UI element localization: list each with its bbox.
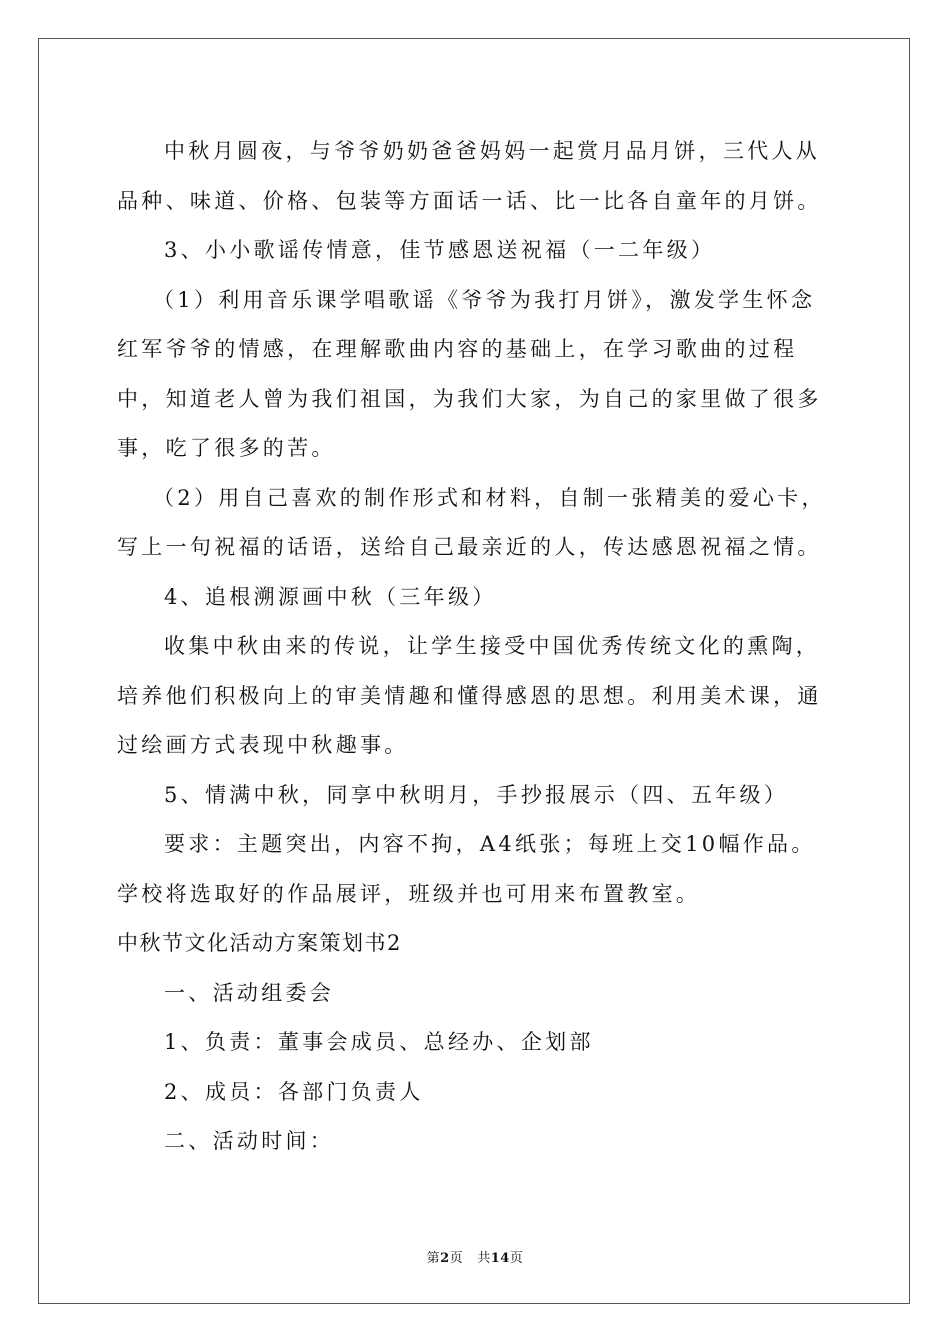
document-body: [117, 127, 837, 1167]
document-title-2: 中秋节文化活动方案策划书2: [117, 931, 402, 955]
committee-item-2: 2、成员：各部门负责人: [164, 1079, 424, 1104]
page-prefix: 第: [426, 1251, 441, 1266]
paragraph-4: 收集中秋由来的传说，让学生接受中国优秀传统文化的熏陶，培养他们积极向上的审美情趣和懂得感恩的思想。利用美术课，通过绘画方式表现中秋趣事。: [117, 634, 822, 757]
total-suffix: 页: [509, 1251, 524, 1266]
page-footer: [0, 1247, 950, 1266]
section-3-heading: 3、小小歌谣传情意，佳节感恩送祝福（一二年级）: [164, 238, 716, 262]
section-4-heading: 4、追根溯源画中秋（三年级）: [164, 584, 497, 609]
paragraph-3-2: （2）用自己喜欢的制作形式和材料，自制一张精美的爱心卡，写上一句祝福的话语，送给自己最亲近的人，传达感恩祝福之情。: [117, 485, 826, 559]
total-pages: 14: [490, 1251, 510, 1266]
paragraph-3-1: （1）利用音乐课学唱歌谣《爷爷为我打月饼》，激发学生怀念红军爷爷的情感，在理解歌曲内容的基础上，在学习歌曲的过程中，知道老人曾为我们祖国，为我们大家，为自己的家里做了很多事，吃了很多的苦。: [117, 287, 822, 460]
page-suffix: 页: [449, 1251, 464, 1266]
total-prefix: 共: [477, 1251, 491, 1266]
committee-item-1: 1、负责：董事会成员、总经办、企划部: [164, 1030, 594, 1054]
page-number: 2: [440, 1251, 450, 1266]
section-committee-heading: 一、活动组委会: [164, 980, 335, 1005]
section-5-heading: 5、情满中秋，同享中秋明月，手抄报展示（四、五年级）: [164, 782, 789, 807]
paragraph-5-requirements: 要求：主题突出，内容不拘，A4纸张；每班上交10幅作品。学校将选取好的作品展评，班级并也可用来布置教室。: [117, 832, 816, 906]
section-time-heading: 二、活动时间：: [164, 1129, 335, 1153]
paragraph-mooncake-family: 中秋月圆夜，与爷爷奶奶爸爸妈妈一起赏月品月饼，三代人从品种、味道、价格、包装等方面话一话、比一比各自童年的月饼。: [117, 139, 822, 213]
